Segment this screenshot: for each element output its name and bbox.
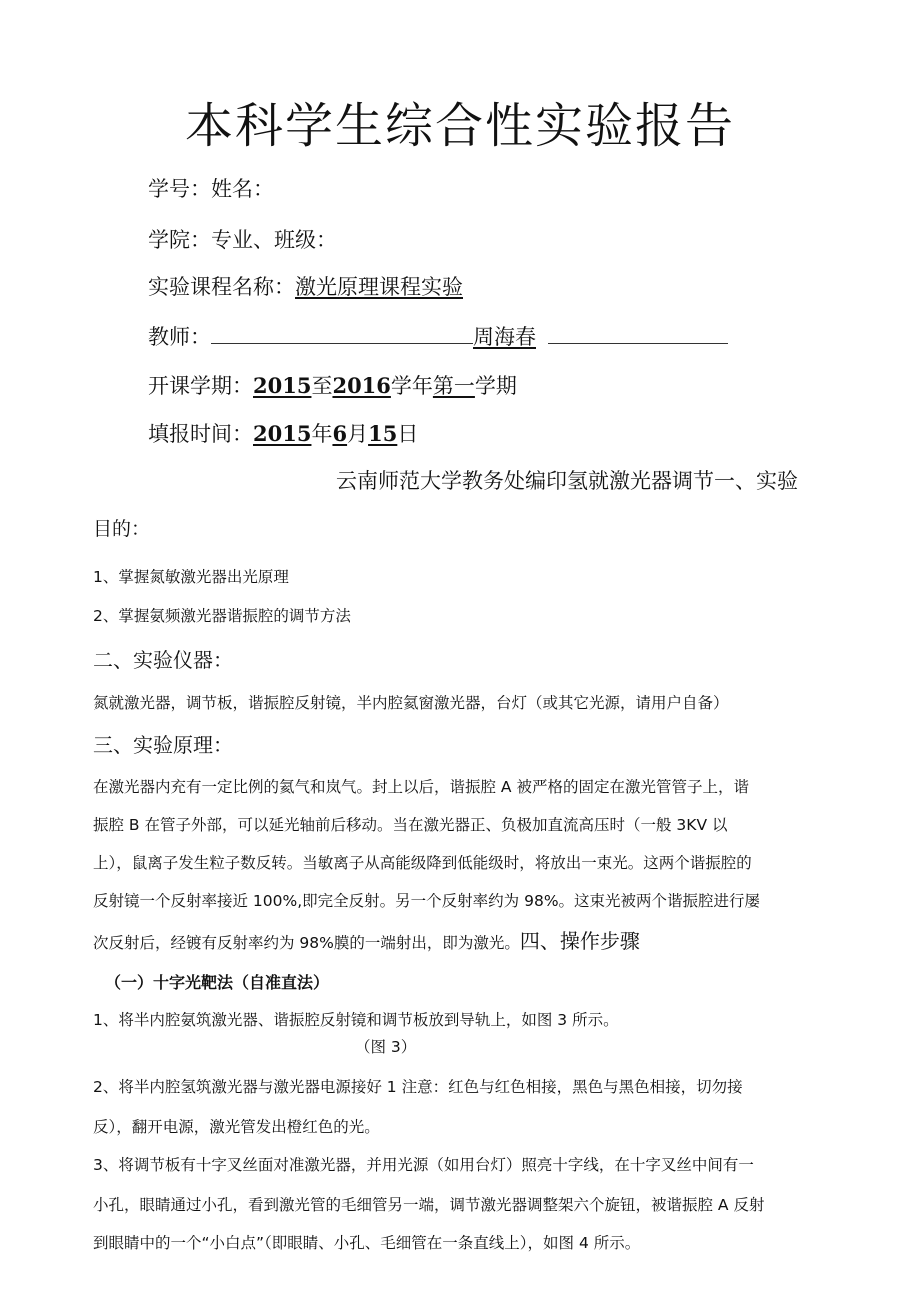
principle-line-3: 上），鼠离子发生粒子数反转。当敏离子从高能级降到低能级时，将放出一束光。这两个谐振腔的 [93,854,752,872]
term-field [148,371,517,401]
teacher-field [148,322,728,352]
section3-heading: 三、实验原理： [93,733,233,757]
term-suffix: 学期 [474,374,517,398]
course-name-field [148,272,463,302]
section1-heading-tail: 目的： [93,518,151,540]
term-xuenian: 学年 [390,374,433,398]
term-to: 至 [311,374,333,398]
date-month: 6 [332,421,348,446]
date-year: 2015 [253,421,312,446]
student-id-name-field: 学号：姓名： [148,177,274,201]
step-3-line-1: 3、将调节板有十字叉丝面对准激光器，并用光源（如用台灯）照亮十字线，在十字叉丝中间有一 [93,1156,754,1174]
date-ri: 日 [397,422,419,446]
date-label: 填报时间： [148,422,253,446]
date-nian: 年 [311,422,333,446]
date-yue: 月 [347,422,369,446]
course-value: 激光原理课程实验 [295,275,463,299]
step-3-line-3: 到眼睛中的一个“小白点”（即眼睛、小孔、毛细管在一条直线上），如图 4 所示。 [93,1234,641,1252]
principle-line-4: 反射镜一个反射率接近 100%,即完全反射。另一个反射率约为 98%。这束光被两个谐振腔进行屡 [93,892,761,910]
teacher-blank-right [548,323,728,344]
term-year-start: 2015 [253,373,312,398]
principle-line-5 [93,922,640,962]
college-major-class-field: 学院：专业、班级： [148,228,337,252]
method-subheading: （一）十字光靶法（自准直法） [105,973,330,992]
principle-line-2: 振腔 B 在管子外部，可以延光轴前后移动。当在激光器正、负极加直流高压时（一般 3KV 以 [93,816,728,834]
term-year-end: 2016 [332,373,391,398]
term-label: 开课学期： [148,374,253,398]
term-which: 第一 [432,374,475,398]
date-day: 15 [368,421,398,446]
teacher-label: 教师： [148,325,211,349]
principle-line-1: 在激光器内充有一定比例的氦气和岚气。封上以后，谐振腔 A 被严格的固定在激光管管子上，谐 [93,778,749,796]
purpose-item-1: 1、掌握氮敏激光器出光原理 [93,568,289,586]
figure-3-caption: （图 3） [355,1038,417,1056]
step-2-line-2: 反），翻开电源，激光管发出橙红色的光。 [93,1118,380,1136]
teacher-blank-left [211,323,473,344]
report-title: 本科学生综合性实验报告 [184,98,735,154]
principle-line-5-text: 次反射后，经镀有反射率约为 98%膜的一端射出，即为激光。 [93,934,520,952]
teacher-value: 周海春 [473,325,536,349]
section4-heading: 四、操作步骤 [519,929,640,953]
course-label: 实验课程名称： [148,275,295,299]
publisher-line: 云南师范大学教务处编印氢就激光器调节一、实验 [336,469,798,493]
date-field [148,419,418,449]
step-2-line-1: 2、将半内腔氢筑激光器与激光器电源接好 1 注意：红色与红色相接，黑色与黑色相接，切勿接 [93,1078,743,1096]
section2-heading: 二、实验仪器： [93,648,233,672]
step-1: 1、将半内腔氨筑激光器、谐振腔反射镜和调节板放到导轨上，如图 3 所示。 [93,1011,619,1029]
instruments-text: 氮就激光器，调节板，谐振腔反射镜，半内腔氦窗激光器，台灯（或其它光源，请用户自备） [93,694,729,712]
step-3-line-2: 小孔，眼睛通过小孔，看到激光管的毛细管另一端，调节激光器调整架六个旋钮，被谐振腔 A 反射 [93,1196,765,1214]
purpose-item-2: 2、掌握氨频激光器谐振腔的调节方法 [93,607,351,625]
